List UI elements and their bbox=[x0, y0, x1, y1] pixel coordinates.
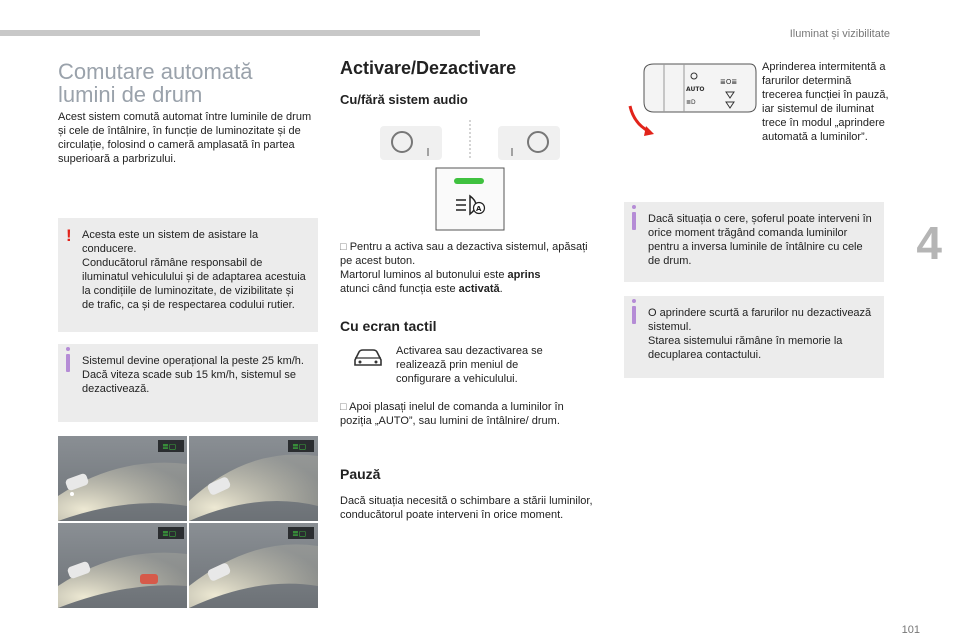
beam-panel-3 bbox=[58, 523, 187, 608]
page-number: 101 bbox=[901, 624, 920, 636]
flash-text: Aprinderea intermitentă a farurilor determină trecerea funcției în pauză, iar sistemul de iluminat trece în modul „aprindere automată a luminilor”. bbox=[762, 61, 889, 143]
section-title: Iluminat și vizibilitate bbox=[789, 28, 890, 40]
svg-text:≣▢: ≣▢ bbox=[162, 442, 177, 451]
intro-text: Acest sistem comută automat între luminile de drum și cele de întâlnire, în funcție de luminozitate și de circulație, folosind o cameră amplasată în partea superioară a parbrizului. bbox=[58, 111, 312, 165]
warning-line1: Acesta este un sistem de asistare la conducere. bbox=[82, 229, 259, 255]
page-title bbox=[58, 60, 318, 106]
bullet-marker: □ bbox=[340, 241, 347, 253]
info-speed-line2: Dacă viteza scade sub 15 km/h, sistemul se dezactivează. bbox=[82, 369, 296, 395]
warning-icon: ! bbox=[66, 226, 72, 245]
touchscreen-subheading: Cu ecran tactil bbox=[340, 318, 437, 334]
warning-box bbox=[58, 218, 318, 332]
info-icon bbox=[632, 306, 636, 324]
beam-illustration bbox=[58, 436, 318, 608]
svg-text:≣▢: ≣▢ bbox=[292, 529, 307, 538]
svg-text:≣▢: ≣▢ bbox=[292, 442, 307, 451]
light-stalk-icon bbox=[624, 58, 758, 138]
info-icon bbox=[632, 212, 636, 230]
header-bar bbox=[0, 30, 480, 36]
svg-text:A: A bbox=[476, 205, 482, 213]
info-speed-line1: Sistemul devine operațional la peste 25 km/h. bbox=[82, 355, 304, 367]
audio-instruction: □ Pentru a activa sau a dezactiva sistemul, apăsați pe acest buton. bbox=[340, 241, 588, 267]
ring-instruction: □ Apoi plasați inelul de comanda a luminilor în poziția „AUTO”, sau lumini de întâlnire/ drum. bbox=[340, 401, 564, 427]
car-icon bbox=[352, 346, 384, 368]
info-box-override bbox=[624, 202, 884, 282]
svg-text:≣D: ≣D bbox=[686, 99, 696, 106]
chapter-number: 4 bbox=[916, 217, 942, 269]
page-title-line2: lumini de drum bbox=[58, 82, 203, 107]
beam-panel-4 bbox=[189, 523, 318, 608]
warning-line2: Conducătorul rămâne responsabil de iluminatul vehiculului și de adaptarea acestuia la condițiile de luminozitate, de vizibilitate și de trafic, ca și de respectarea codului rutier. bbox=[82, 257, 306, 311]
indicator-lamp bbox=[454, 178, 484, 184]
pause-heading: Pauză bbox=[340, 466, 381, 482]
info-memory-line1: O aprindere scurtă a farurilor nu dezactivează sistemul. bbox=[648, 307, 872, 333]
info-box-speed bbox=[58, 344, 318, 422]
pause-text: Dacă situația necesită o schimbare a stării luminilor, conducătorul poate interveni în orice moment. bbox=[340, 495, 593, 521]
svg-text:≣O≣: ≣O≣ bbox=[720, 78, 738, 86]
info-box-memory bbox=[624, 296, 884, 378]
svg-text:≣▢: ≣▢ bbox=[162, 529, 177, 538]
lamp-text: Martorul luminos al butonului este aprins atunci când funcția este activată. bbox=[340, 269, 541, 295]
audio-button-illustration bbox=[380, 120, 560, 232]
beam-panel-2 bbox=[189, 436, 318, 521]
bullet-marker: □ bbox=[340, 401, 347, 413]
audio-subheading: Cu/fără sistem audio bbox=[340, 92, 468, 107]
info-override-text: Dacă situația o cere, șoferul poate interveni în orice moment trăgând comanda luminilor pentru a inversa luminile de întâlnire cu cele de drum. bbox=[648, 213, 872, 267]
page-title-line1: Comutare automată bbox=[58, 59, 253, 84]
activation-heading: Activare/Dezactivare bbox=[340, 58, 517, 78]
info-memory-line2: Starea sistemului rămâne în memorie la decuplarea contactului. bbox=[648, 335, 843, 361]
info-icon bbox=[66, 354, 70, 372]
beam-panel-1 bbox=[58, 436, 187, 521]
touchscreen-text: Activarea sau dezactivarea se realizează prin meniul de configurare a vehiculului. bbox=[396, 345, 543, 385]
svg-text:AUTO: AUTO bbox=[686, 86, 705, 93]
